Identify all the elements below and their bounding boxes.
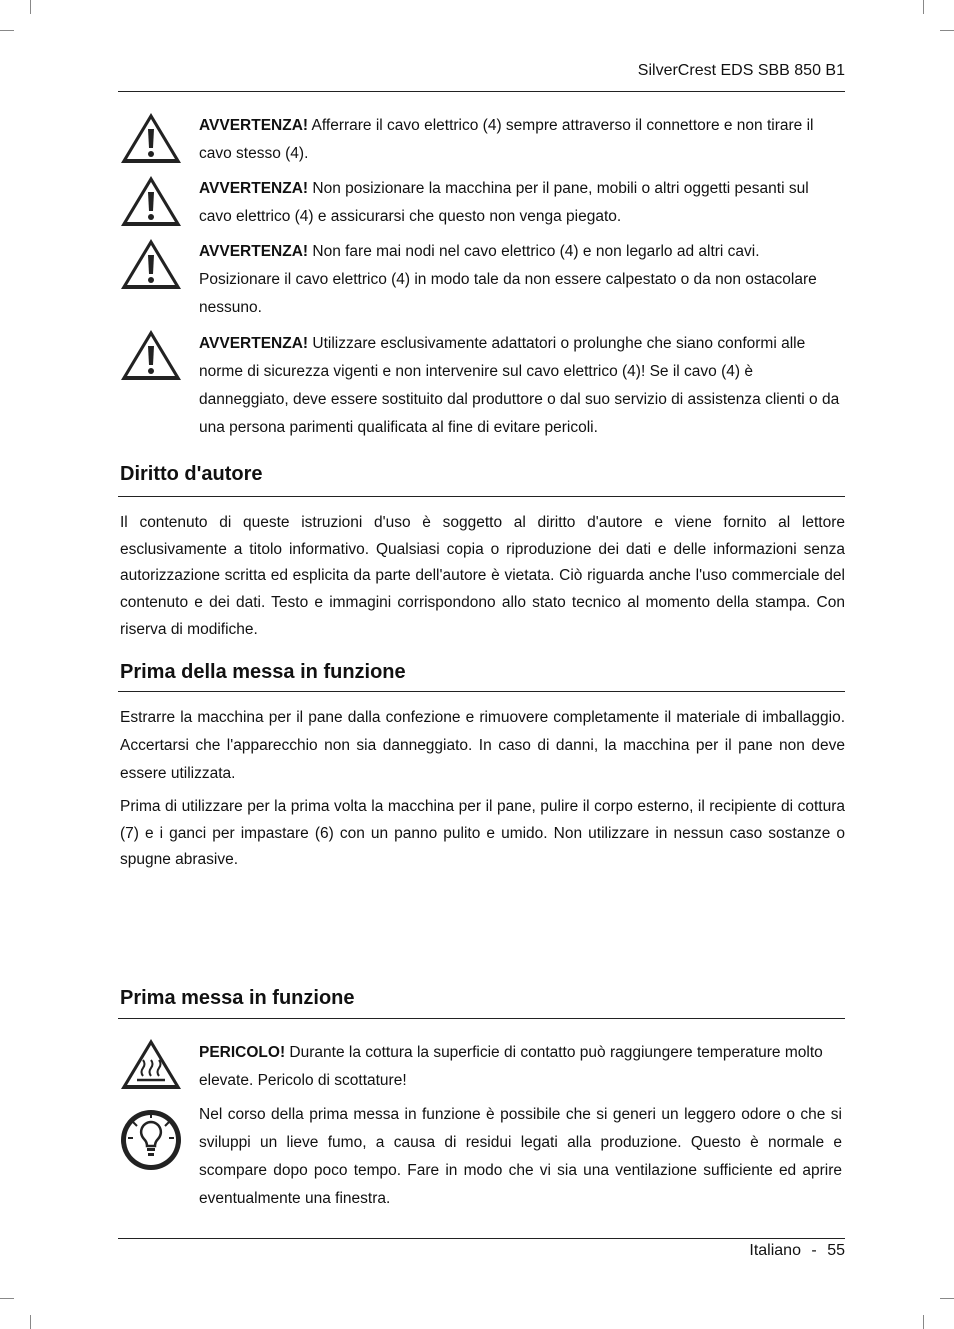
crop-mark — [30, 0, 31, 14]
note-text: Nel corso della prima messa in funzione è possibile che si generi un leggero odore o che si sviluppi un lieve fumo, a causa di residui legati alla produzione. Questo è normale e scompare dopo poco tempo. Fare in modo che vi sia una ventilazione sufficiente ed aprire eventualmente una finestra. — [199, 1106, 842, 1207]
warning-label: AVVERTENZA! — [199, 117, 309, 134]
warning-text: Non posizionare la macchina per il pane, mobili o altri oggetti pesanti sul cavo elettrico (4) e assicurarsi che questo non venga piegato. — [199, 180, 809, 225]
page-footer — [120, 1242, 845, 1260]
crop-mark — [940, 1298, 954, 1299]
section-rule — [118, 496, 845, 497]
warning-label: AVVERTENZA! — [199, 335, 309, 352]
warning-item — [199, 112, 842, 168]
crop-mark — [0, 30, 14, 31]
warning-label: AVVERTENZA! — [199, 180, 309, 197]
footer-rule — [118, 1238, 845, 1239]
paragraph: Prima di utilizzare per la prima volta la macchina per il pane, pulire il corpo esterno, il recipiente di cottura (7) e i ganci per impastare (6) con un panno pulito e umido. Non utilizzare in nessun caso sostanze o spugne abrasive. — [120, 798, 845, 869]
header-rule — [118, 91, 845, 92]
crop-mark — [923, 0, 924, 14]
section-heading: Prima della messa in funzione — [120, 661, 406, 683]
section-heading: Prima messa in funzione — [120, 987, 355, 1009]
warning-triangle-icon — [119, 173, 183, 229]
section-rule — [118, 691, 845, 692]
page-number: 55 — [827, 1242, 845, 1259]
warning-text: Non fare mai nodi nel cavo elettrico (4) e non legarlo ad altri cavi. Posizionare il cavo elettrico (4) in modo tale da non essere calpestato o da non ostacolare nessuno. — [199, 243, 817, 316]
warning-triangle-icon — [119, 236, 183, 292]
danger-text: Durante la cottura la superficie di contatto può raggiungere temperature molto elevate. Pericolo di scottature! — [199, 1044, 823, 1089]
footer-separator: - — [811, 1242, 817, 1259]
section-rule — [118, 1018, 845, 1019]
crop-mark — [940, 30, 954, 31]
danger-label: PERICOLO! — [199, 1044, 286, 1061]
crop-mark — [923, 1315, 924, 1329]
warning-text: Utilizzare esclusivamente adattatori o prolunghe che siano conformi alle norme di sicurezza vigenti e non intervenire sul cavo elettrico (4)! Se il cavo (4) è danneggiato, deve essere sostituito dal produttore o dal suo servizio di assistenza clienti o da una persona parimenti qualificata al fine di evitare pericoli. — [199, 335, 840, 436]
warning-item — [199, 238, 842, 322]
danger-item — [199, 1039, 842, 1095]
crop-mark — [0, 1298, 14, 1299]
paragraph: Estrarre la macchina per il pane dalla confezione e rimuovere completamente il materiale di imballaggio. Accertarsi che l'apparecchio non sia danneggiato. In caso di danni, la macchina per il pane non deve essere utilizzata. — [120, 709, 845, 782]
paragraph: Il contenuto di queste istruzioni d'uso è soggetto al diritto d'autore e viene fornito al lettore esclusivamente a titolo informativo. Qualsiasi copia o riproduzione dei dati e delle informazioni senza autorizzazione scritta ed esplicita da parte dell'autore è vietata. Ciò riguarda anche l'uso commerciale del contenuto e dei dati. Testo e immagini corrispondono allo stato tecnico al momento della stampa. Con riserva di modifiche. — [120, 514, 845, 638]
running-header: SilverCrest EDS SBB 850 B1 — [637, 62, 845, 79]
hot-surface-icon — [119, 1036, 183, 1092]
warning-triangle-icon — [119, 327, 183, 383]
section-heading: Diritto d'autore — [120, 463, 263, 485]
lightbulb-tip-icon — [119, 1108, 183, 1172]
warning-text: Afferrare il cavo elettrico (4) sempre attraverso il connettore e non tirare il cavo stesso (4). — [199, 117, 814, 162]
warning-label: AVVERTENZA! — [199, 243, 309, 260]
warning-triangle-icon — [119, 110, 183, 166]
note-item — [199, 1101, 842, 1213]
crop-mark — [30, 1315, 31, 1329]
footer-language: Italiano — [749, 1242, 801, 1259]
warning-item — [199, 175, 842, 231]
warning-item — [199, 330, 842, 442]
